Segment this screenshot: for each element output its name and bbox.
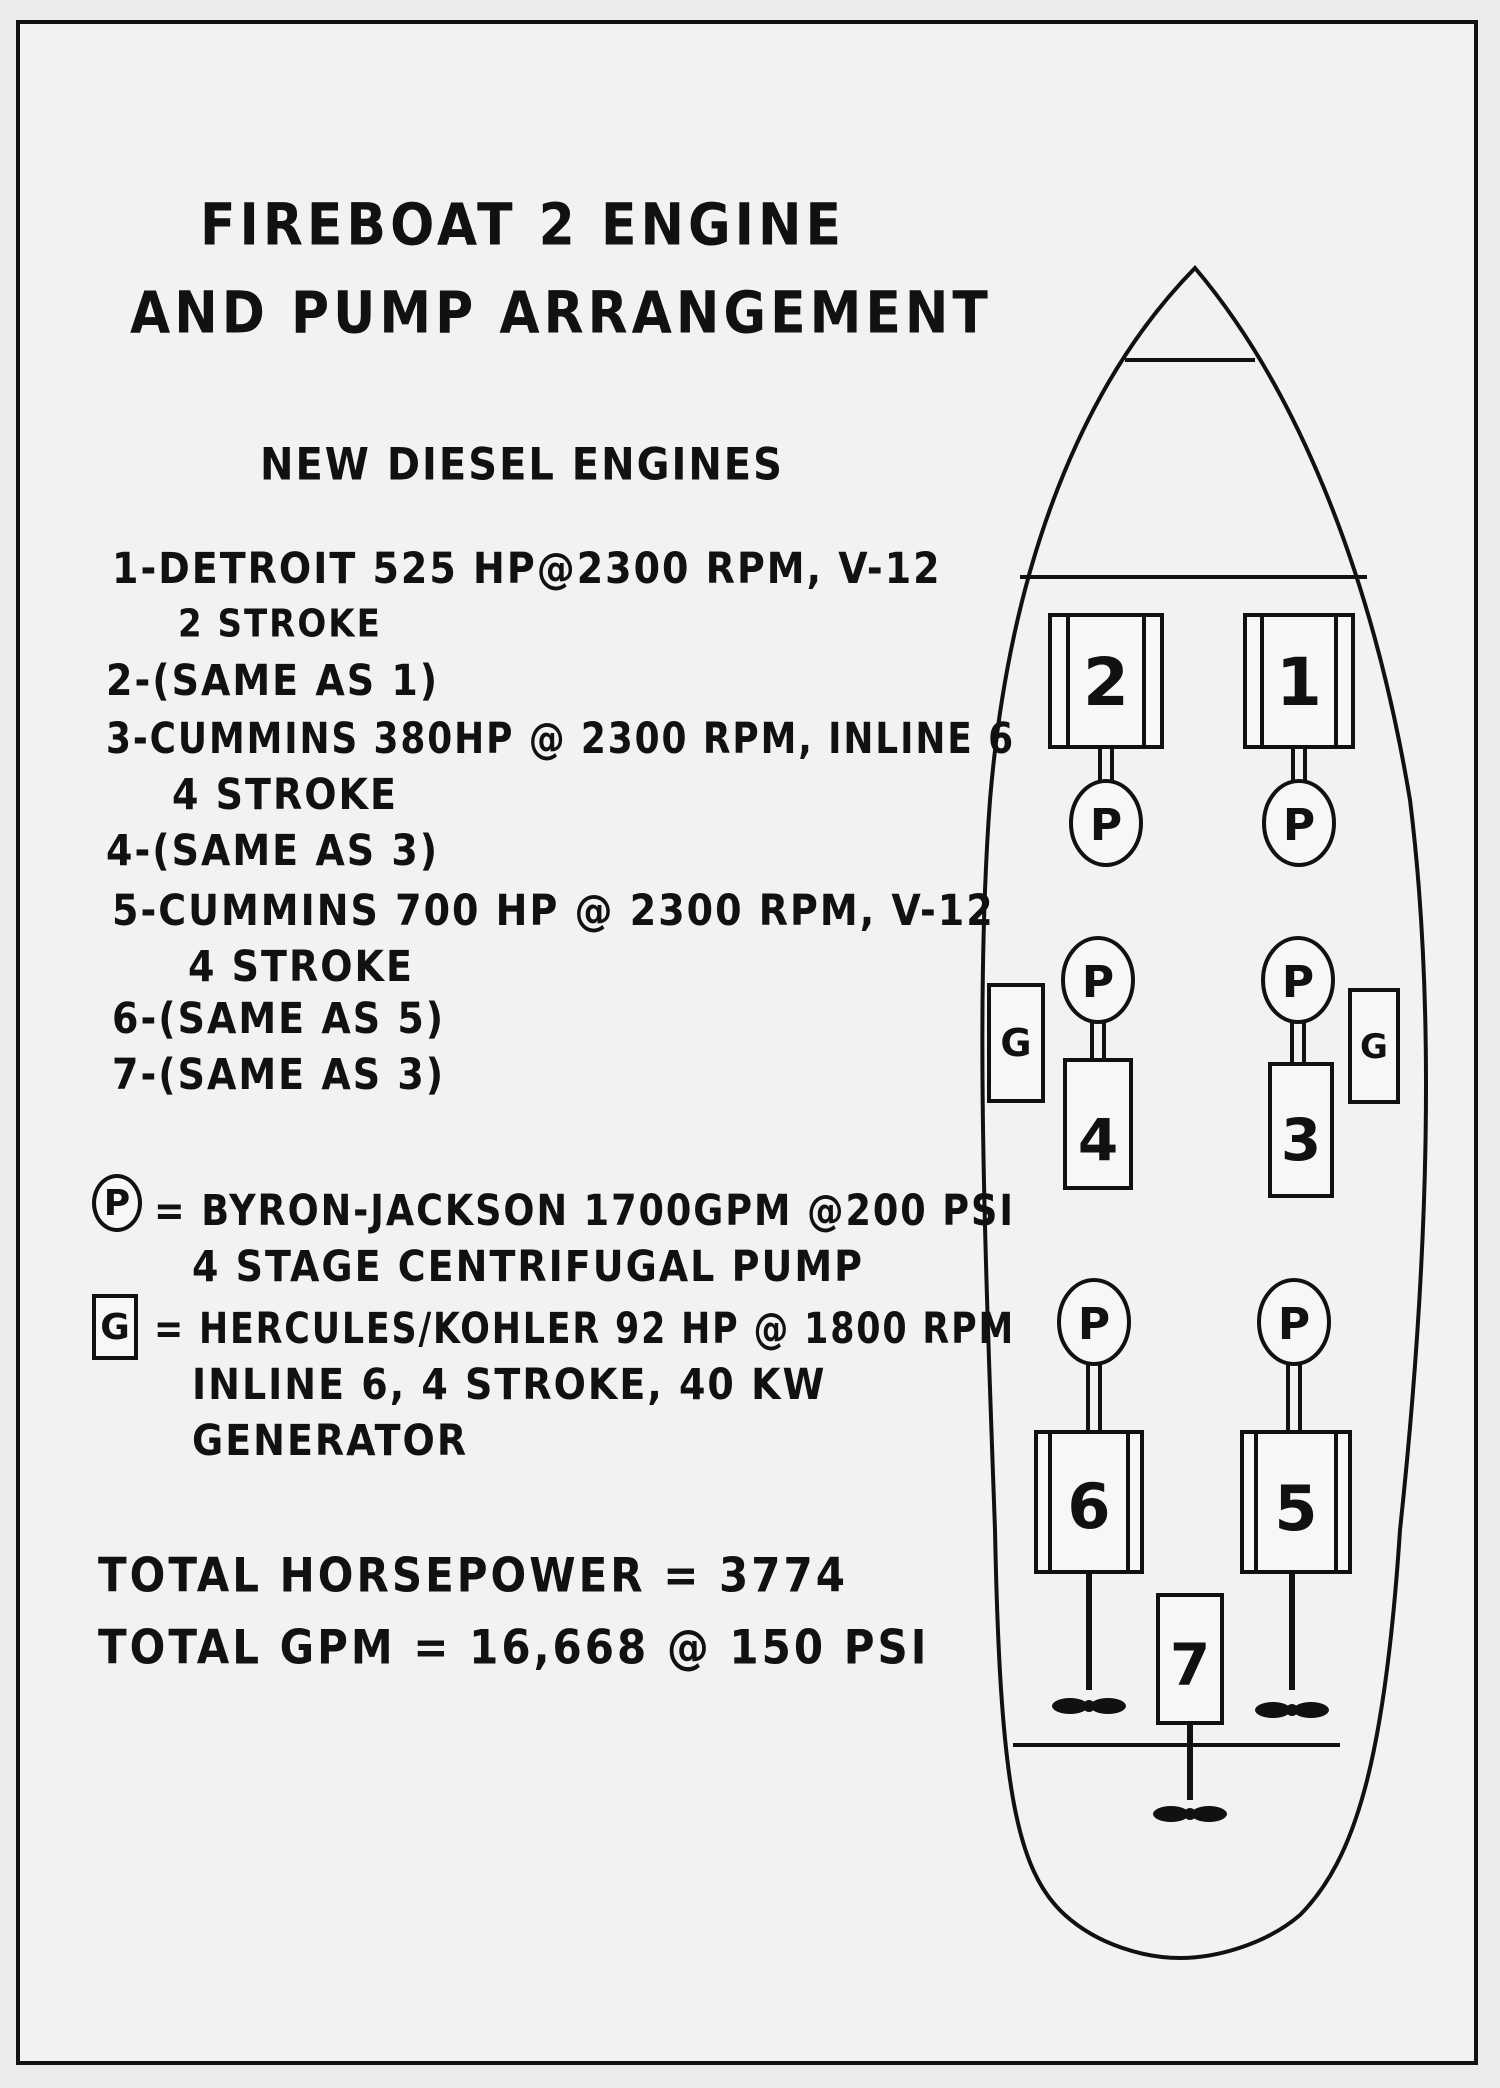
engine-1-spec: 1-DETROIT 525 HP@2300 RPM, V-12 bbox=[112, 544, 942, 594]
engine-7-spec: 7-(SAME AS 3) bbox=[112, 1050, 446, 1100]
pump-label-1: P bbox=[1282, 800, 1316, 851]
propeller-engine-6-left bbox=[1052, 1698, 1088, 1714]
engine-3-spec: 3-CUMMINS 380HP @ 2300 RPM, INLINE 6 bbox=[106, 714, 1015, 764]
engine-5-label: 5 bbox=[1274, 1472, 1318, 1545]
engine-4-spec: 4-(SAME AS 3) bbox=[106, 826, 440, 876]
total-gpm: TOTAL GPM = 16,668 @ 150 PSI bbox=[98, 1620, 930, 1675]
pump-label-6: P bbox=[1077, 1299, 1111, 1350]
engine-1-label: 1 bbox=[1276, 644, 1322, 721]
engine-4-label: 4 bbox=[1077, 1106, 1119, 1174]
generator-label-starboard: G bbox=[1360, 1027, 1388, 1067]
propeller-engine-7-right bbox=[1191, 1806, 1227, 1822]
pump-label-4: P bbox=[1081, 957, 1115, 1008]
pump-label-3: P bbox=[1281, 957, 1315, 1008]
engine-6-spec: 6-(SAME AS 5) bbox=[112, 994, 446, 1044]
pump-label-2: P bbox=[1089, 800, 1123, 851]
generator-label-port: G bbox=[1000, 1021, 1032, 1065]
engine-7-label: 7 bbox=[1169, 1631, 1211, 1699]
propeller-engine-5-right bbox=[1293, 1702, 1329, 1718]
engine-2-spec: 2-(SAME AS 1) bbox=[106, 656, 440, 706]
engine-5-detail: 4 STROKE bbox=[188, 942, 414, 992]
generator-legend-symbol: G bbox=[92, 1294, 138, 1360]
total-horsepower: TOTAL HORSEPOWER = 3774 bbox=[98, 1548, 848, 1603]
engine-6-label: 6 bbox=[1067, 1470, 1111, 1543]
engine-2-label: 2 bbox=[1083, 644, 1129, 721]
pump-legend-line-1: = BYRON-JACKSON 1700GPM @200 PSI bbox=[154, 1186, 1015, 1236]
propeller-engine-7-left bbox=[1153, 1806, 1189, 1822]
title-line-2: AND PUMP ARRANGEMENT bbox=[130, 280, 992, 348]
engine-5-spec: 5-CUMMINS 700 HP @ 2300 RPM, V-12 bbox=[112, 886, 995, 936]
engine-3-detail: 4 STROKE bbox=[172, 770, 398, 820]
propeller-engine-5-left bbox=[1255, 1702, 1291, 1718]
engine-1-detail: 2 STROKE bbox=[178, 602, 382, 647]
generator-legend-line-2: INLINE 6, 4 STROKE, 40 KW bbox=[192, 1360, 827, 1410]
propeller-engine-6-right bbox=[1090, 1698, 1126, 1714]
generator-legend-line-1: = HERCULES/KOHLER 92 HP @ 1800 RPM bbox=[154, 1304, 1015, 1354]
engine-3-label: 3 bbox=[1280, 1106, 1322, 1174]
generator-legend-line-3: GENERATOR bbox=[192, 1416, 469, 1466]
engines-heading: NEW DIESEL ENGINES bbox=[260, 439, 784, 491]
pump-label-5: P bbox=[1277, 1299, 1311, 1350]
title-line-1: FIREBOAT 2 ENGINE bbox=[200, 192, 846, 260]
pump-legend-line-2: 4 STAGE CENTRIFUGAL PUMP bbox=[192, 1242, 864, 1292]
pump-legend-symbol: P bbox=[92, 1174, 142, 1232]
